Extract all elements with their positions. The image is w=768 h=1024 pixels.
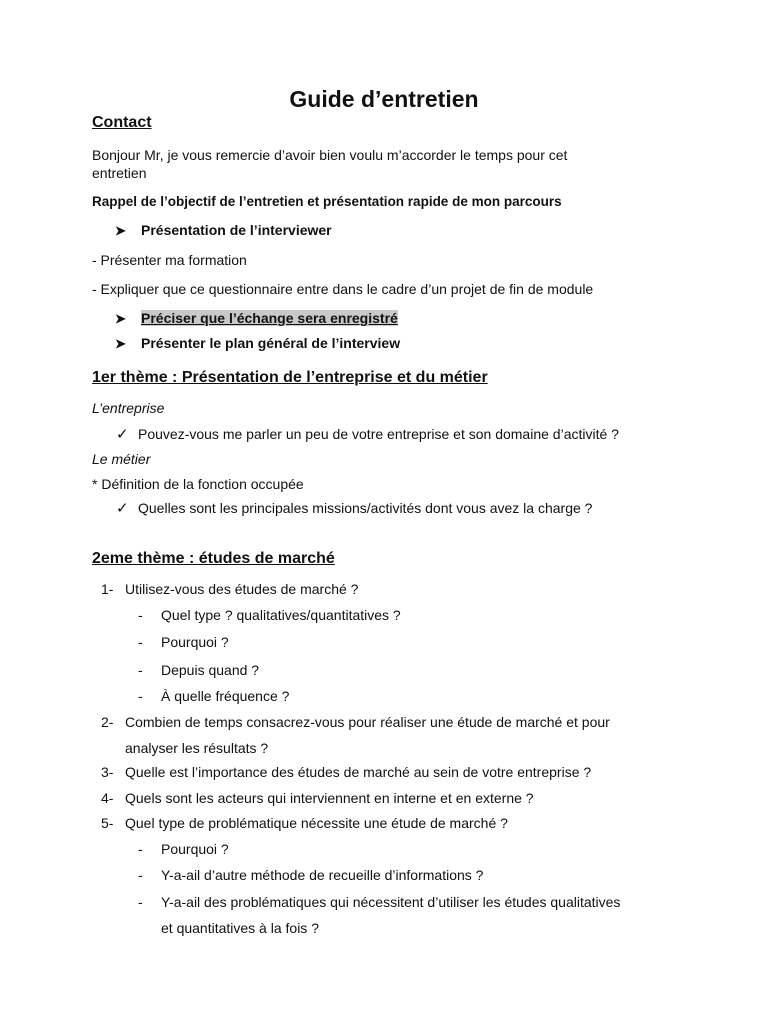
question-text: Pouvez-vous me parler un peu de votre entreprise et son domaine d’activité ? xyxy=(138,426,619,442)
page-title: Guide d’entretien xyxy=(289,86,479,112)
contact-heading: Contact xyxy=(92,114,152,131)
theme2-q1-sub-a xyxy=(138,606,401,625)
dash-bullet: - xyxy=(138,841,143,857)
theme1-sub-entreprise: L’entreprise xyxy=(92,400,165,416)
bullet-text: Présenter le plan général de l’interview xyxy=(141,335,401,351)
theme1-definition: * Définition de la fonction occupée xyxy=(92,476,304,492)
theme1-heading: 1er thème : Présentation de l’entreprise et du métier xyxy=(92,369,488,386)
arrow-bullet-icon: ➤ xyxy=(115,223,126,238)
theme1-question-2 xyxy=(116,499,592,518)
theme2-q1-sub-d xyxy=(138,687,289,706)
theme2-question-3 xyxy=(101,763,591,782)
question-text: Utilisez-vous des études de marché ? xyxy=(125,581,359,597)
theme2-question-2-cont: analyser les résultats ? xyxy=(125,740,269,756)
arrow-bullet-icon: ➤ xyxy=(115,311,126,326)
sub-text: À quelle fréquence ? xyxy=(161,688,290,704)
theme2-q1-sub-b xyxy=(138,633,229,652)
bullet-plan xyxy=(115,334,400,353)
item-number: 1- xyxy=(101,581,114,597)
reminder-text: Rappel de l’objectif de l’entretien et présentation rapide de mon parcours xyxy=(92,194,562,209)
dash-bullet: - xyxy=(138,662,143,678)
sub-text: Y-a-ail d’autre méthode de recueille d’informations ? xyxy=(161,867,484,883)
theme2-q5-sub-b xyxy=(138,866,483,885)
sub-text: Y-a-ail des problématiques qui nécessitent d’utiliser les études qualitatives xyxy=(161,894,621,910)
dash-bullet: - xyxy=(138,688,143,704)
theme2-q1-sub-c xyxy=(138,661,259,680)
dash-bullet: - xyxy=(138,867,143,883)
bullet-interviewer xyxy=(115,221,332,240)
sub-text: Depuis quand ? xyxy=(161,662,260,678)
checkmark-icon: ✓ xyxy=(116,500,129,517)
dash-bullet: - xyxy=(138,607,143,623)
theme1-question-1 xyxy=(116,425,619,444)
theme2-q5-sub-c-cont: et quantitatives à la fois ? xyxy=(161,920,319,936)
theme2-question-5 xyxy=(101,814,508,833)
question-text: Quelle est l’importance des études de marché au sein de votre entreprise ? xyxy=(125,764,592,780)
question-text: Combien de temps consacrez-vous pour réaliser une étude de marché et pour xyxy=(125,714,610,730)
dash-bullet: - xyxy=(138,634,143,650)
item-number: 4- xyxy=(101,790,114,806)
item-number: 5- xyxy=(101,815,114,831)
greeting-line-2: entretien xyxy=(92,165,147,181)
bullet-recorded xyxy=(115,309,398,328)
bullet-text: Présentation de l’interviewer xyxy=(141,222,332,238)
theme2-heading: 2eme thème : études de marché xyxy=(92,550,335,567)
checkmark-icon: ✓ xyxy=(116,426,129,443)
arrow-bullet-icon: ➤ xyxy=(115,336,126,351)
question-text: Quels sont les acteurs qui interviennent en interne et en externe ? xyxy=(125,790,534,806)
sub-text: Pourquoi ? xyxy=(161,634,229,650)
highlighted-text: Préciser que l’échange sera enregistré xyxy=(141,310,398,326)
theme2-q5-sub-a xyxy=(138,840,229,859)
item-number: 3- xyxy=(101,764,114,780)
theme2-question-4 xyxy=(101,789,534,808)
theme1-sub-metier: Le métier xyxy=(92,451,151,467)
theme2-question-2 xyxy=(101,713,610,732)
question-text: Quelles sont les principales missions/activités dont vous avez la charge ? xyxy=(138,500,593,516)
sub-text: Pourquoi ? xyxy=(161,841,229,857)
item-questionnaire: - Expliquer que ce questionnaire entre dans le cadre d’un projet de fin de module xyxy=(92,281,594,297)
item-formation: - Présenter ma formation xyxy=(92,252,247,268)
greeting-line-1: Bonjour Mr, je vous remercie d’avoir bien voulu m’accorder le temps pour cet xyxy=(92,147,568,163)
question-text: Quel type de problématique nécessite une étude de marché ? xyxy=(125,815,508,831)
theme2-q5-sub-c xyxy=(138,893,620,912)
sub-text: Quel type ? qualitatives/quantitatives ? xyxy=(161,607,401,623)
theme2-question-1 xyxy=(101,580,358,599)
item-number: 2- xyxy=(101,714,114,730)
dash-bullet: - xyxy=(138,894,143,910)
